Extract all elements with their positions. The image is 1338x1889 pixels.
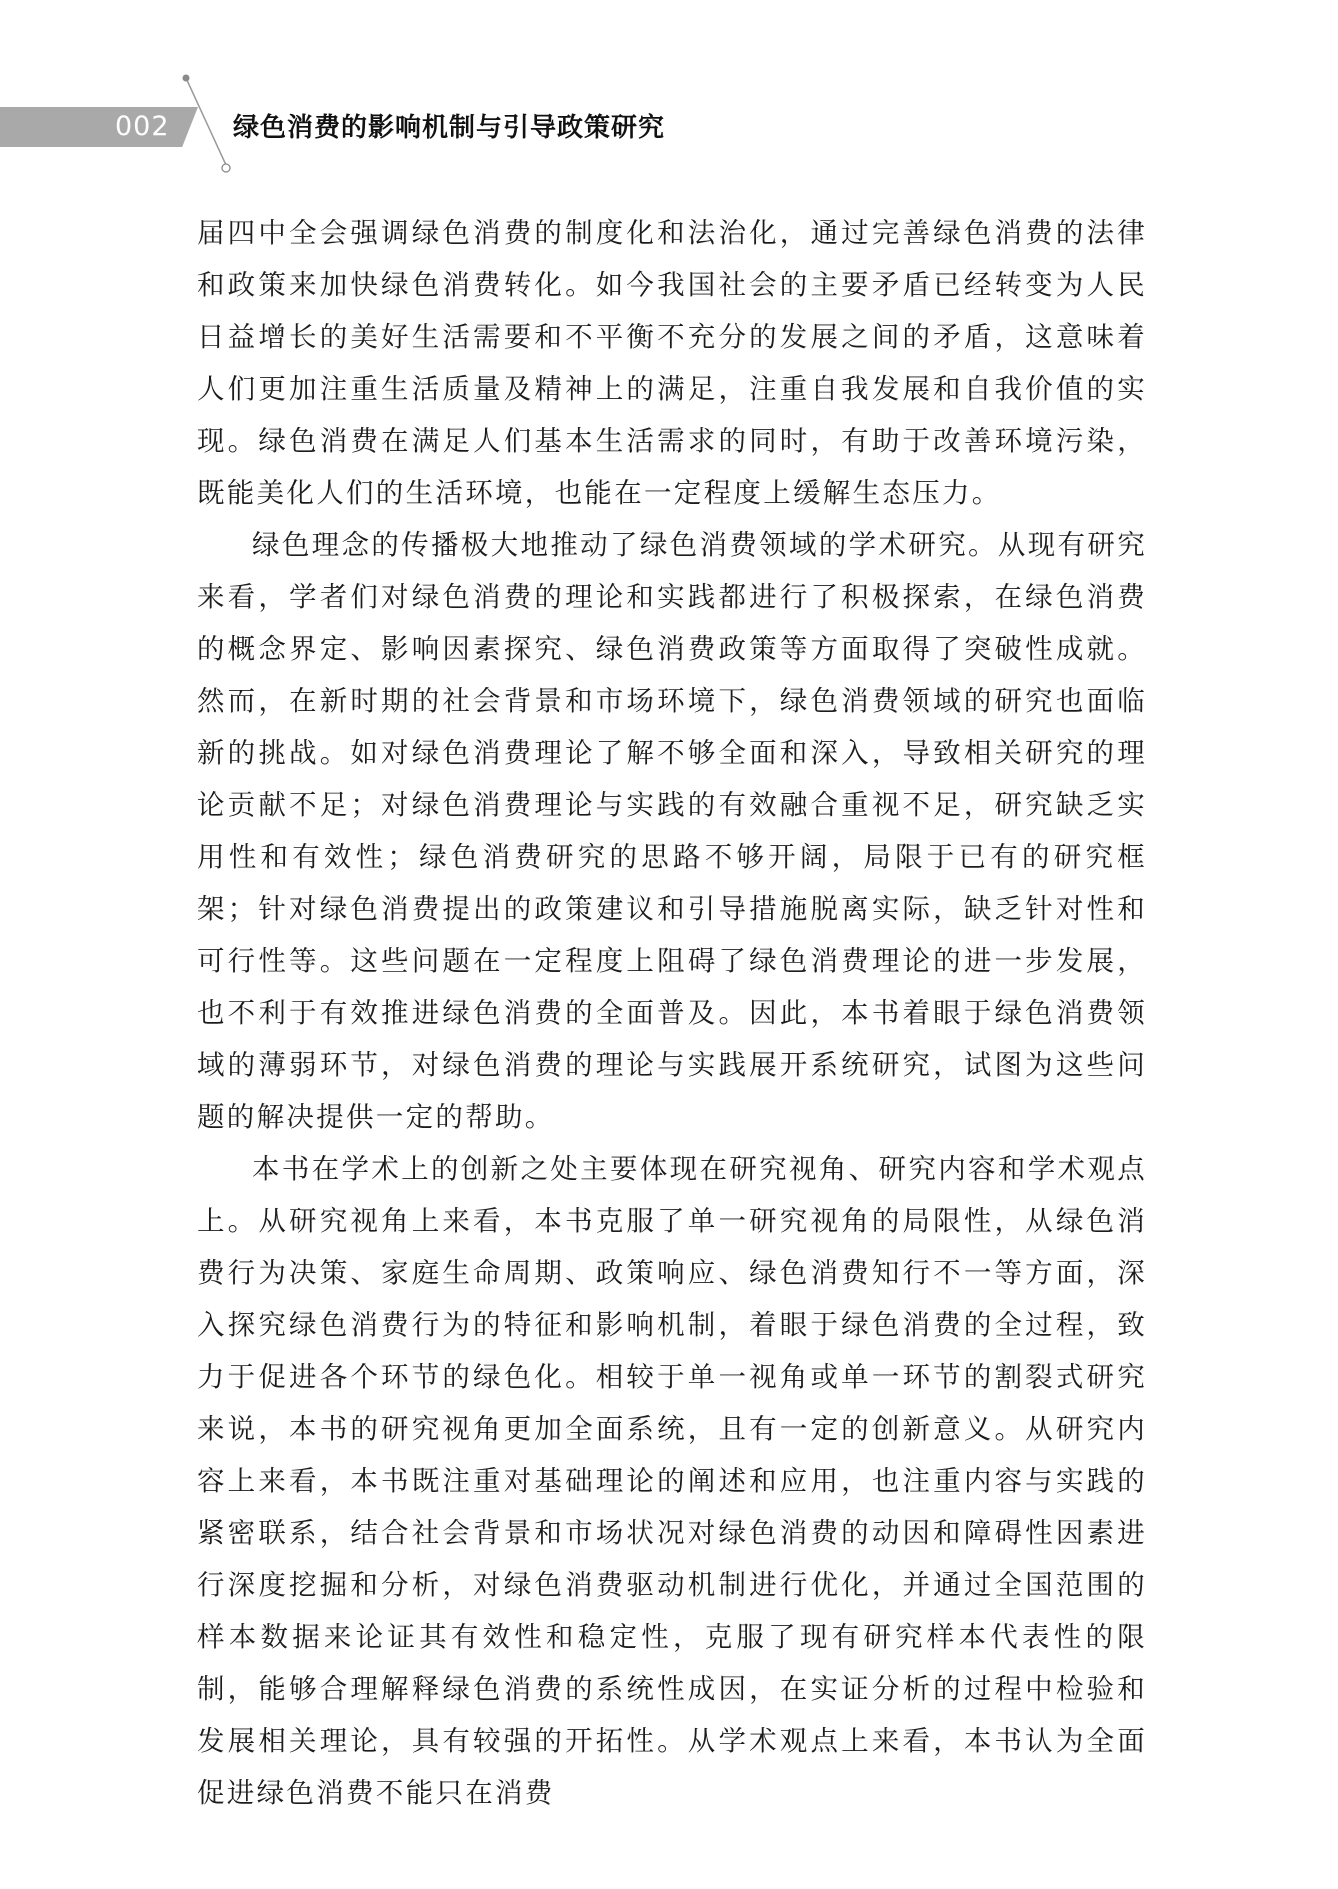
running-title: 绿色消费的影响机制与引导政策研究 <box>233 113 666 143</box>
decoration-dot-icon <box>183 75 190 82</box>
decoration-ring-icon <box>222 164 230 172</box>
header-decoration-line <box>0 0 300 200</box>
paragraph: 绿色理念的传播极大地推动了绿色消费领域的学术研究。从现有研究来看，学者们对绿色消费的理论和实践都进行了积极探索，在绿色消费的概念界定、影响因素探究、绿色消费政策等方面取得了突破性成就。然而，在新时期的社会背景和市场环境下，绿色消费领域的研究也面临新的挑战。如对绿色消费理论了解不够全面和深入，导致相关研究的理论贡献不足；对绿色消费理论与实践的有效融合重视不足，研究缺乏实用性和有效性；绿色消费研究的思路不够开阔，局限于已有的研究框架；针对绿色消费提出的政策建议和引导措施脱离实际，缺乏针对性和可行性等。这些问题在一定程度上阻碍了绿色消费理论的进一步发展，也不利于有效推进绿色消费的全面普及。因此，本书着眼于绿色消费领域的薄弱环节，对绿色消费的理论与实践展开系统研究，试图为这些问题的解决提供一定的帮助。 <box>197 529 1147 1133</box>
body-text <box>197 207 1147 1819</box>
page-number: 002 <box>115 111 170 142</box>
paragraph: 本书在学术上的创新之处主要体现在研究视角、研究内容和学术观点上。从研究视角上来看，本书克服了单一研究视角的局限性，从绿色消费行为决策、家庭生命周期、政策响应、绿色消费知行不一等方面，深入探究绿色消费行为的特征和影响机制，着眼于绿色消费的全过程，致力于促进各个环节的绿色化。相较于单一视角或单一环节的割裂式研究来说，本书的研究视角更加全面系统，且有一定的创新意义。从研究内容上来看，本书既注重对基础理论的阐述和应用，也注重内容与实践的紧密联系，结合社会背景和市场状况对绿色消费的动因和障碍性因素进行深度挖掘和分析，对绿色消费驱动机制进行优化，并通过全国范围的样本数据来论证其有效性和稳定性，克服了现有研究样本代表性的限制，能够合理解释绿色消费的系统性成因，在实证分析的过程中检验和发展相关理论，具有较强的开拓性。从学术观点上来看，本书认为全面促进绿色消费不能只在消费 <box>197 1153 1147 1809</box>
paragraph-continued: 届四中全会强调绿色消费的制度化和法治化，通过完善绿色消费的法律和政策来加快绿色消费转化。如今我国社会的主要矛盾已经转变为人民日益增长的美好生活需要和不平衡不充分的发展之间的矛盾，这意味着人们更加注重生活质量及精神上的满足，注重自我发展和自我价值的实现。绿色消费在满足人们基本生活需求的同时，有助于改善环境污染，既能美化人们的生活环境，也能在一定程度上缓解生态压力。 <box>197 217 1147 509</box>
